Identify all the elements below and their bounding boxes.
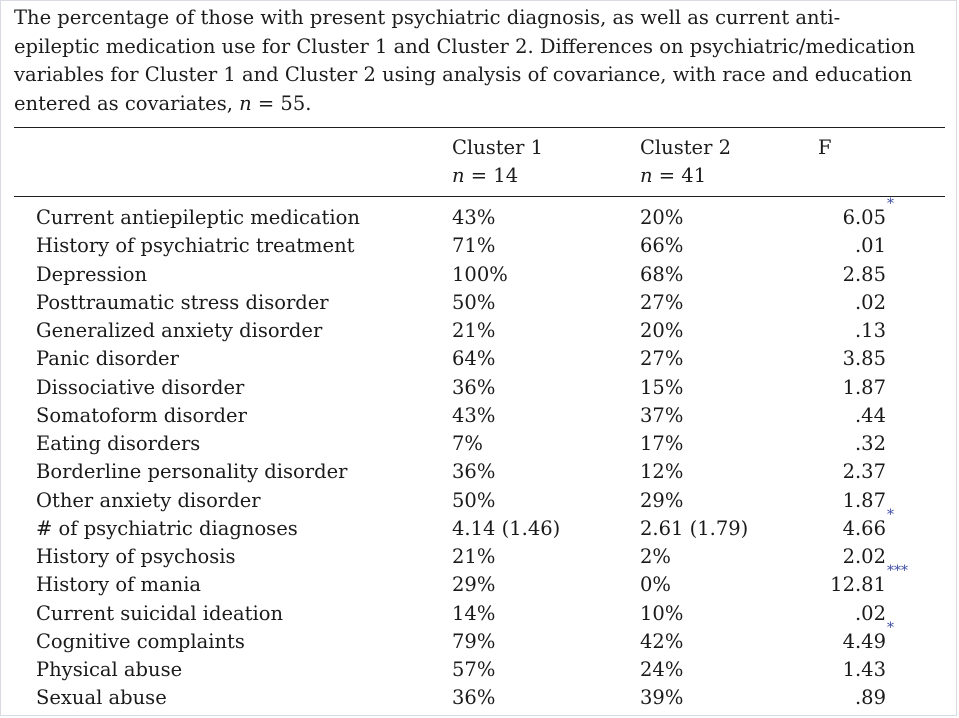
row-label: Sexual abuse bbox=[36, 686, 167, 710]
header-cluster1 bbox=[452, 134, 543, 190]
f-value: .13 bbox=[854, 319, 886, 342]
cluster2-value: 2% bbox=[640, 545, 671, 568]
cluster2-value: 0% bbox=[640, 573, 671, 597]
f-value: 2.02 bbox=[842, 545, 886, 568]
cluster1-value: 21% bbox=[452, 545, 496, 568]
significance-marker: * bbox=[887, 196, 894, 212]
cluster1-value: 50% bbox=[452, 488, 496, 512]
table-row bbox=[0, 619, 959, 656]
table-row bbox=[0, 506, 959, 543]
f-value: .02 bbox=[854, 290, 886, 314]
table-row bbox=[0, 430, 959, 458]
cluster2-value: 10% bbox=[640, 601, 684, 625]
table-caption bbox=[14, 4, 949, 118]
significance-marker: *** bbox=[887, 563, 908, 580]
caption-line-text: entered as covariates, bbox=[14, 91, 240, 115]
cluster1-value: 21% bbox=[452, 319, 496, 342]
table-header-rule bbox=[14, 196, 945, 197]
header-cluster1-n-label: n bbox=[452, 164, 465, 187]
cluster2-value: 15% bbox=[640, 375, 684, 399]
cluster1-value: 36% bbox=[452, 686, 496, 710]
header-cluster1-n-value: = 14 bbox=[464, 164, 519, 187]
cluster1-value: 36% bbox=[452, 460, 496, 484]
cluster2-value: 42% bbox=[640, 629, 684, 653]
header-f: F bbox=[818, 136, 832, 159]
f-value: 4.66 bbox=[842, 516, 886, 540]
cluster1-value: 50% bbox=[452, 290, 496, 314]
table-row bbox=[0, 232, 959, 260]
cluster1-value: 43% bbox=[452, 403, 496, 427]
cluster2-value: 17% bbox=[640, 432, 684, 455]
cluster1-value: 64% bbox=[452, 347, 496, 371]
table-row bbox=[0, 317, 959, 345]
row-label: Cognitive complaints bbox=[36, 629, 245, 653]
table-row bbox=[0, 656, 959, 684]
cluster2-value: 12% bbox=[640, 460, 684, 484]
caption-line: epileptic medication use for Cluster 1 and Cluster 2. Differences on psychiatric/medication bbox=[14, 34, 916, 58]
f-value: 12.81 bbox=[830, 573, 886, 597]
row-label: Current suicidal ideation bbox=[36, 601, 284, 625]
f-value: .01 bbox=[854, 234, 886, 258]
f-value: .02 bbox=[854, 601, 886, 625]
table-row bbox=[0, 563, 959, 599]
row-label: History of psychosis bbox=[36, 545, 236, 568]
caption-n-value: = 55. bbox=[251, 91, 312, 115]
table-row bbox=[0, 289, 959, 317]
header-cluster1-n bbox=[452, 162, 543, 190]
f-value: 4.49 bbox=[842, 629, 886, 653]
row-label: Other anxiety disorder bbox=[36, 488, 261, 512]
f-value: .44 bbox=[854, 403, 886, 427]
f-value: 1.43 bbox=[842, 658, 886, 681]
cluster1-value: 29% bbox=[452, 573, 496, 597]
caption-line: The percentage of those with present psychiatric diagnosis, as well as current anti- bbox=[14, 6, 841, 29]
row-label: History of mania bbox=[36, 573, 202, 597]
f-value: 2.37 bbox=[842, 460, 886, 484]
cluster1-value: 7% bbox=[452, 432, 483, 455]
row-label: Generalized anxiety disorder bbox=[36, 319, 323, 342]
cluster1-value: 36% bbox=[452, 375, 496, 399]
cluster1-value: 14% bbox=[452, 601, 496, 625]
header-cluster2 bbox=[640, 134, 731, 190]
table-row bbox=[0, 374, 959, 402]
row-label: Physical abuse bbox=[36, 658, 183, 681]
cluster2-value: 2.61 (1.79) bbox=[640, 516, 749, 540]
cluster2-value: 68% bbox=[640, 262, 684, 286]
table-top-rule bbox=[14, 127, 945, 128]
row-label: Posttraumatic stress disorder bbox=[36, 290, 329, 314]
table-row bbox=[0, 684, 959, 712]
f-value: 6.05 bbox=[842, 206, 886, 229]
f-value: .89 bbox=[854, 686, 886, 710]
table-row bbox=[0, 261, 959, 289]
table-row bbox=[0, 402, 959, 430]
cluster2-value: 27% bbox=[640, 290, 684, 314]
table-row bbox=[0, 345, 959, 373]
cluster1-value: 100% bbox=[452, 262, 508, 286]
header-cluster2-n bbox=[640, 162, 731, 190]
f-value: 1.87 bbox=[842, 375, 886, 399]
header-cluster1-title: Cluster 1 bbox=[452, 136, 544, 159]
row-label: Panic disorder bbox=[36, 347, 179, 371]
cluster2-value: 24% bbox=[640, 658, 684, 681]
header-cluster2-title: Cluster 2 bbox=[640, 136, 732, 159]
table-row bbox=[0, 196, 959, 232]
cluster2-value: 29% bbox=[640, 488, 684, 512]
cluster1-value: 79% bbox=[452, 629, 496, 653]
row-label: Eating disorders bbox=[36, 432, 201, 455]
cluster2-value: 27% bbox=[640, 347, 684, 371]
row-label: History of psychiatric treatment bbox=[36, 234, 355, 258]
cluster1-value: 43% bbox=[452, 206, 496, 229]
row-label: Dissociative disorder bbox=[36, 375, 245, 399]
cluster1-value: 57% bbox=[452, 658, 496, 681]
f-value: 1.87 bbox=[842, 488, 886, 512]
cluster1-value: 71% bbox=[452, 234, 496, 258]
caption-n-label: n bbox=[239, 91, 252, 115]
header-cluster2-n-value: = 41 bbox=[652, 164, 707, 187]
table-row bbox=[0, 543, 959, 571]
row-label: Current antiepileptic medication bbox=[36, 206, 360, 229]
f-value: 3.85 bbox=[842, 347, 886, 371]
row-label: Borderline personality disorder bbox=[36, 460, 348, 484]
caption-line: variables for Cluster 1 and Cluster 2 using analysis of covariance, with race and education bbox=[14, 63, 913, 86]
table-row bbox=[0, 487, 959, 515]
significance-marker: * bbox=[887, 506, 894, 523]
f-value: 2.85 bbox=[842, 262, 886, 286]
table-row bbox=[0, 600, 959, 628]
f-value: .32 bbox=[854, 432, 886, 455]
cluster2-value: 66% bbox=[640, 234, 684, 258]
table-row bbox=[0, 458, 959, 486]
row-label: Depression bbox=[36, 262, 148, 286]
row-label: Somatoform disorder bbox=[36, 403, 247, 427]
cluster2-value: 37% bbox=[640, 403, 684, 427]
header-cluster2-n-label: n bbox=[640, 164, 653, 187]
cluster2-value: 20% bbox=[640, 206, 684, 229]
cluster1-value: 4.14 (1.46) bbox=[452, 516, 561, 540]
cluster2-value: 20% bbox=[640, 319, 684, 342]
caption-line bbox=[14, 90, 949, 119]
cluster2-value: 39% bbox=[640, 686, 684, 710]
row-label: # of psychiatric diagnoses bbox=[36, 516, 298, 540]
significance-marker: * bbox=[887, 619, 894, 636]
